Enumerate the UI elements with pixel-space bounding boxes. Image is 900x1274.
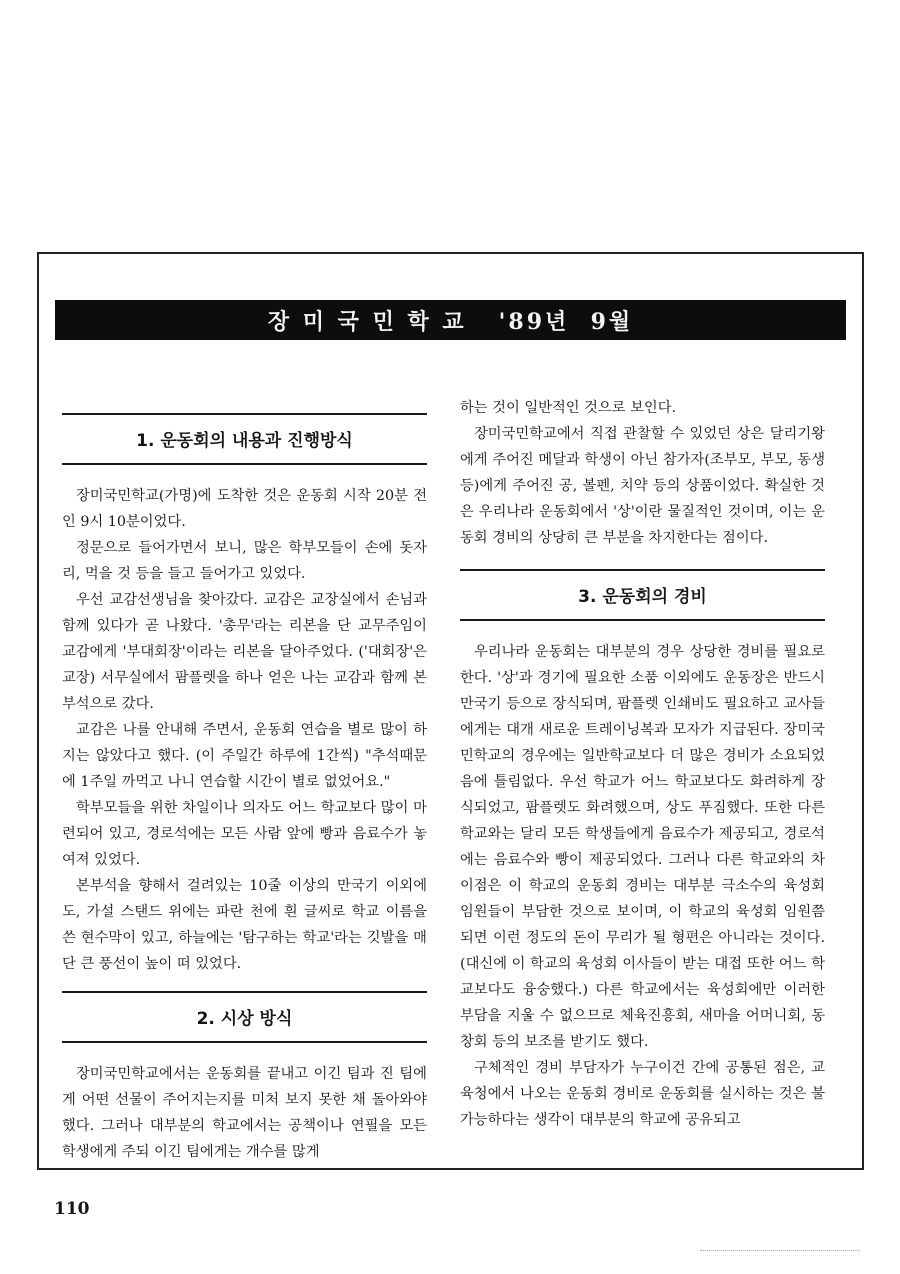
section-1-paragraph: 정문으로 들어가면서 보니, 많은 학부모들이 손에 돗자리, 먹을 것 등을 들고 들어가고 있었다. bbox=[62, 540, 427, 582]
section-2-continuation: 하는 것이 일반적인 것으로 보인다. bbox=[460, 400, 677, 416]
section-1-paragraph: 장미국민학교(가명)에 도착한 것은 운동회 시작 20분 전인 9시 10분이었다. bbox=[62, 488, 427, 530]
section-3-paragraph: 우리나라 운동회는 대부분의 경우 상당한 경비를 필요로 한다. '상'과 경기에 필요한 소품 이외에도 운동장은 반드시 만국기 등으로 장식되며, 팜플렛 인쇄비도 필요하고 교사들에게는 대개 새로운 트레이닝복과 모자가 지급된다. 장미국민학교의 경우에는 일반학교보다 더 많은 경비가 소요되었음에 틀림없다. 우선 학교가 어느 학교보다도 화려하게 장식되었고, 팜플렛도 화려했으며, 상도 푸짐했다. 또한 다른 학교와는 달리 모든 학생들에게 음료수가 제공되고, 경로석에는 음료수와 빵이 제공되었다. 그러나 다른 학교와의 차이점은 이 학교의 운동회 경비는 대부분 극소수의 육성회 임원들이 부담한 것으로 보이며, 이 학교의 육성회 임원쯤 되면 이런 정도의 돈이 무리가 될 형편은 아니라는 것이다. (대신에 이 학교의 육성회 이사들이 받는 대접 또한 어느 학교보다도 융숭했다.) 다른 학교에서는 육성회에만 이러한 부담을 지울 수 없으므로 체육진흥회, 새마을 어머니회, 동창회 등의 보조를 받기도 했다. bbox=[460, 644, 825, 1050]
section-1-paragraph: 우선 교감선생님을 찾아갔다. 교감은 교장실에서 손님과 함께 있다가 곧 나왔다. '총무'라는 리본을 단 교무주임이 교감에게 '부대회장'이라는 리본을 달아주었다. ('대회장'은 교장) 서무실에서 팜플렛을 하나 얻은 나는 교감과 함께 본부석으로 갔다. bbox=[62, 592, 427, 712]
section-1-heading: 1. 운동회의 내용과 진행방식 bbox=[62, 413, 427, 465]
section-3-paragraph: 구체적인 경비 부담자가 누구이건 간에 공통된 점은, 교육청에서 나오는 운동회 경비로 운동회를 실시하는 것은 불가능하다는 생각이 대부분의 학교에 공유되고 bbox=[460, 1060, 825, 1128]
article-title-banner: 장 미 국 민 학 교 '89년 9월 bbox=[55, 300, 846, 340]
section-1-paragraph: 학부모들을 위한 차일이나 의자도 어느 학교보다 많이 마련되어 있고, 경로석에는 모든 사람 앞에 빵과 음료수가 놓여져 있었다. bbox=[62, 800, 427, 868]
page-number: 110 bbox=[54, 1199, 90, 1219]
section-1-paragraph: 교감은 나를 안내해 주면서, 운동회 연습을 별로 많이 하지는 않았다고 했다. (이 주일간 하루에 1간씩) "추석때문에 1주일 까먹고 나니 연습할 시간이 별로 없었어요." bbox=[62, 722, 427, 790]
footer-divider bbox=[700, 1250, 860, 1251]
section-2-paragraph: 장미국민학교에서는 운동회를 끝내고 이긴 팀과 진 팀에게 어떤 선물이 주어지는지를 미처 보지 못한 채 돌아와야 했다. 그러나 대부분의 학교에서는 공책이나 연필을 모든 학생에게 주되 이긴 팀에게는 개수를 많게 bbox=[62, 1066, 427, 1160]
section-2-paragraph: 장미국민학교에서 직접 관찰할 수 있었던 상은 달리기왕에게 주어진 메달과 학생이 아닌 참가자(조부모, 부모, 동생 등)에게 주어진 공, 볼펜, 치약 등의 상품이었다. 확실한 것은 우리나라 운동회에서 '상'이란 물질적인 것이며, 이는 운동회 경비의 상당히 큰 부분을 차지한다는 점이다. bbox=[460, 426, 825, 546]
section-1-paragraph: 본부석을 향해서 걸려있는 10줄 이상의 만국기 이외에도, 가설 스탠드 위에는 파란 천에 흰 글씨로 학교 이름을 쓴 현수막이 있고, 하늘에는 '탐구하는 학교'라는 깃발을 매단 큰 풍선이 높이 떠 있었다. bbox=[62, 878, 427, 972]
right-column bbox=[460, 395, 825, 1133]
left-column bbox=[62, 395, 427, 1165]
section-3-heading: 3. 운동회의 경비 bbox=[460, 569, 825, 621]
section-2-heading: 2. 시상 방식 bbox=[62, 991, 427, 1043]
